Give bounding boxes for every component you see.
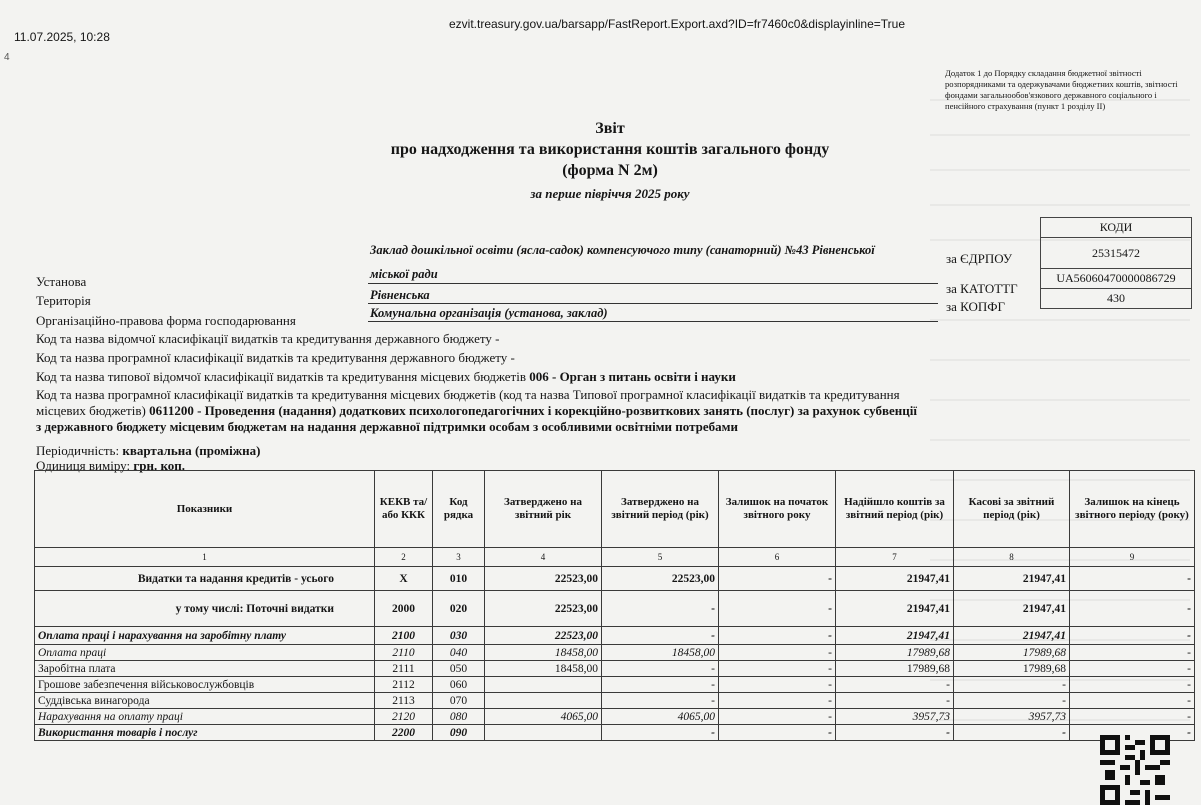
col-num: 2 — [375, 548, 433, 567]
print-url: ezvit.treasury.gov.ua/barsapp/FastReport.Export.axd?ID=fr7460c0&displayinline=True — [449, 17, 906, 31]
row-approved-year: 18458,00 — [485, 661, 602, 677]
col-header-cash: Касові за звітний період (рік) — [954, 471, 1070, 548]
row-name: Оплата праці і нарахування на заробітну плату — [35, 627, 375, 645]
row-code: 020 — [433, 591, 485, 627]
row-approved-period: - — [602, 693, 719, 709]
report-period: за перше півріччя 2025 року — [530, 186, 690, 201]
territory-value: Рівненська — [370, 288, 430, 302]
col-header-balance-end: Залишок на кінець звітного періоду (року) — [1070, 471, 1195, 548]
row-approved-year — [485, 693, 602, 709]
col-num: 6 — [719, 548, 836, 567]
col-header-received: Надійшло коштів за звітний період (рік) — [836, 471, 954, 548]
periodicity-label: Періодичність: — [36, 443, 120, 458]
row-name: Нарахування на оплату праці — [35, 709, 375, 725]
row-balance-start: - — [719, 725, 836, 741]
katottg-label: за КАТОТТГ — [946, 281, 1018, 296]
row-approved-period: 22523,00 — [602, 567, 719, 591]
codes-table — [1040, 217, 1192, 309]
row-balance-start: - — [719, 567, 836, 591]
column-numbers-row — [35, 548, 1195, 567]
row-name: у тому числі: Поточні видатки — [35, 591, 375, 627]
row-received: 21947,41 — [836, 591, 954, 627]
row-balance-end: - — [1070, 693, 1195, 709]
kvk-state: Код та назва відомчої класифікації видатків та кредитування державного бюджету - — [36, 331, 500, 346]
kopfg-label: за КОПФГ — [946, 299, 1006, 314]
row-approved-year: 22523,00 — [485, 591, 602, 627]
katottg-value: UA56060470000086729 — [1041, 269, 1192, 289]
row-balance-end: - — [1070, 627, 1195, 645]
table-row — [35, 591, 1195, 627]
row-approved-year — [485, 725, 602, 741]
row-received: - — [836, 725, 954, 741]
col-num: 1 — [35, 548, 375, 567]
row-code: 010 — [433, 567, 485, 591]
col-header-indicators: Показники — [35, 471, 375, 548]
row-cash: - — [954, 725, 1070, 741]
row-code: 040 — [433, 645, 485, 661]
row-cash: 21947,41 — [954, 627, 1070, 645]
row-balance-end: - — [1070, 567, 1195, 591]
row-name: Оплата праці — [35, 645, 375, 661]
periodicity — [36, 443, 260, 459]
row-code: 070 — [433, 693, 485, 709]
col-num: 5 — [602, 548, 719, 567]
table-row — [35, 677, 1195, 693]
table-row — [35, 725, 1195, 741]
edrpou-value: 25315472 — [1041, 238, 1192, 269]
row-approved-period: - — [602, 627, 719, 645]
row-received: - — [836, 693, 954, 709]
row-balance-end: - — [1070, 661, 1195, 677]
row-approved-year: 22523,00 — [485, 627, 602, 645]
row-balance-start: - — [719, 693, 836, 709]
row-code: 060 — [433, 677, 485, 693]
row-cash: 17989,68 — [954, 645, 1070, 661]
row-cash: - — [954, 677, 1070, 693]
row-received: 3957,73 — [836, 709, 954, 725]
col-num: 4 — [485, 548, 602, 567]
row-kekv: 2000 — [375, 591, 433, 627]
kpk-local-label-cont: місцевих бюджетів) — [36, 403, 146, 418]
institution-value-cont: міської ради — [370, 267, 438, 281]
col-num: 3 — [433, 548, 485, 567]
row-cash: 21947,41 — [954, 567, 1070, 591]
row-name: Видатки та надання кредитів - усього — [35, 567, 375, 591]
territory-label: Територія — [36, 293, 91, 308]
row-balance-end: - — [1070, 591, 1195, 627]
col-header-row-code: Код рядка — [433, 471, 485, 548]
table-row — [35, 661, 1195, 677]
row-kekv: 2113 — [375, 693, 433, 709]
row-approved-period: - — [602, 661, 719, 677]
row-balance-start: - — [719, 677, 836, 693]
row-balance-start: - — [719, 645, 836, 661]
row-cash: 3957,73 — [954, 709, 1070, 725]
row-approved-period: - — [602, 591, 719, 627]
institution-value: Заклад дошкільної освіти (ясла-садок) компенсуючого типу (санаторний) №43 Рівненської — [370, 243, 875, 257]
col-num: 9 — [1070, 548, 1195, 567]
row-name: Заробітна плата — [35, 661, 375, 677]
org-form-label: Організаційно-правова форма господарювання — [36, 313, 296, 328]
row-code: 090 — [433, 725, 485, 741]
edrpou-label: за ЄДРПОУ — [946, 251, 1013, 266]
kvk-local — [36, 369, 736, 385]
row-balance-start: - — [719, 627, 836, 645]
row-approved-period: - — [602, 677, 719, 693]
row-approved-year: 4065,00 — [485, 709, 602, 725]
kopfg-value: 430 — [1041, 289, 1192, 309]
org-form-value: Комунальна організація (установа, заклад) — [370, 306, 608, 320]
row-balance-end: - — [1070, 709, 1195, 725]
row-cash: 21947,41 — [954, 591, 1070, 627]
col-header-balance-start: Залишок на початок звітного року — [719, 471, 836, 548]
row-kekv: Х — [375, 567, 433, 591]
row-approved-year: 18458,00 — [485, 645, 602, 661]
row-name: Суддівська винагорода — [35, 693, 375, 709]
row-balance-end: - — [1070, 725, 1195, 741]
kpk-local-line2 — [36, 403, 917, 419]
row-kekv: 2112 — [375, 677, 433, 693]
report-title: Звіт — [595, 120, 625, 137]
row-approved-period: 18458,00 — [602, 645, 719, 661]
row-received: - — [836, 677, 954, 693]
kpk-state: Код та назва програмної класифікації видатків та кредитування державного бюджету - — [36, 350, 515, 365]
row-balance-end: - — [1070, 677, 1195, 693]
kvk-local-label: Код та назва типової відомчої класифікації видатків та кредитування місцевих бюджетів — [36, 369, 526, 384]
row-kekv: 2120 — [375, 709, 433, 725]
table-row — [35, 709, 1195, 725]
kpk-local-value: 0611200 - Проведення (надання) додаткових психологопедагогічних і корекційно-розвиткових занять (послуг) за рахунок субвенції — [149, 403, 917, 418]
row-kekv: 2110 — [375, 645, 433, 661]
row-code: 080 — [433, 709, 485, 725]
row-cash: 17989,68 — [954, 661, 1070, 677]
row-code: 030 — [433, 627, 485, 645]
row-balance-start: - — [719, 591, 836, 627]
report-table — [34, 470, 1195, 741]
col-header-approved-period: Затверджено на звітний період (рік) — [602, 471, 719, 548]
print-datetime: 11.07.2025, 10:28 — [14, 30, 110, 44]
unit-label: Одиниця виміру: — [36, 458, 131, 473]
institution-label: Установа — [36, 274, 87, 289]
qr-code-icon — [1100, 735, 1170, 805]
row-received: 21947,41 — [836, 567, 954, 591]
page-mark: 4 — [4, 52, 10, 63]
kpk-local-value-cont: з державного бюджету місцевим бюджетам на надання державної підтримки особам з особливими освітніми потребами — [36, 419, 738, 434]
row-received: 21947,41 — [836, 627, 954, 645]
periodicity-value: квартальна (проміжна) — [122, 443, 261, 458]
col-header-approved-year: Затверджено на звітний рік — [485, 471, 602, 548]
row-kekv: 2100 — [375, 627, 433, 645]
table-row — [35, 693, 1195, 709]
kvk-local-value: 006 - Орган з питань освіти і науки — [529, 369, 736, 384]
col-num: 7 — [836, 548, 954, 567]
row-approved-year — [485, 677, 602, 693]
row-cash: - — [954, 693, 1070, 709]
kpk-local-label: Код та назва програмної класифікації видатків та кредитування місцевих бюджетів (код та назва Типової програмної класифікації видатків та кредитування — [36, 387, 900, 402]
row-name: Грошове забезпечення військовослужбовців — [35, 677, 375, 693]
codes-header: КОДИ — [1041, 218, 1192, 238]
row-received: 17989,68 — [836, 645, 954, 661]
row-kekv: 2200 — [375, 725, 433, 741]
row-code: 050 — [433, 661, 485, 677]
annex-note: Додаток 1 до Порядку складання бюджетної звітності розпорядниками та одержувачами бюджетних коштів, звітності фондами загальнообов'язкового державного соціального і пенсійного страхування (пункт 1 розділу II) — [945, 68, 1178, 111]
row-approved-year: 22523,00 — [485, 567, 602, 591]
row-name: Використання товарів і послуг — [35, 725, 375, 741]
unit-value: грн. коп. — [133, 458, 186, 473]
col-header-kekv: КЕКВ та/або ККК — [375, 471, 433, 548]
row-balance-end: - — [1070, 645, 1195, 661]
table-row — [35, 645, 1195, 661]
table-row — [35, 627, 1195, 645]
report-form: (форма N 2м) — [562, 162, 658, 179]
row-balance-start: - — [719, 709, 836, 725]
col-num: 8 — [954, 548, 1070, 567]
row-approved-period: - — [602, 725, 719, 741]
row-balance-start: - — [719, 661, 836, 677]
table-row — [35, 567, 1195, 591]
row-approved-period: 4065,00 — [602, 709, 719, 725]
row-kekv: 2111 — [375, 661, 433, 677]
report-subtitle: про надходження та використання коштів загального фонду — [390, 141, 830, 158]
row-received: 17989,68 — [836, 661, 954, 677]
